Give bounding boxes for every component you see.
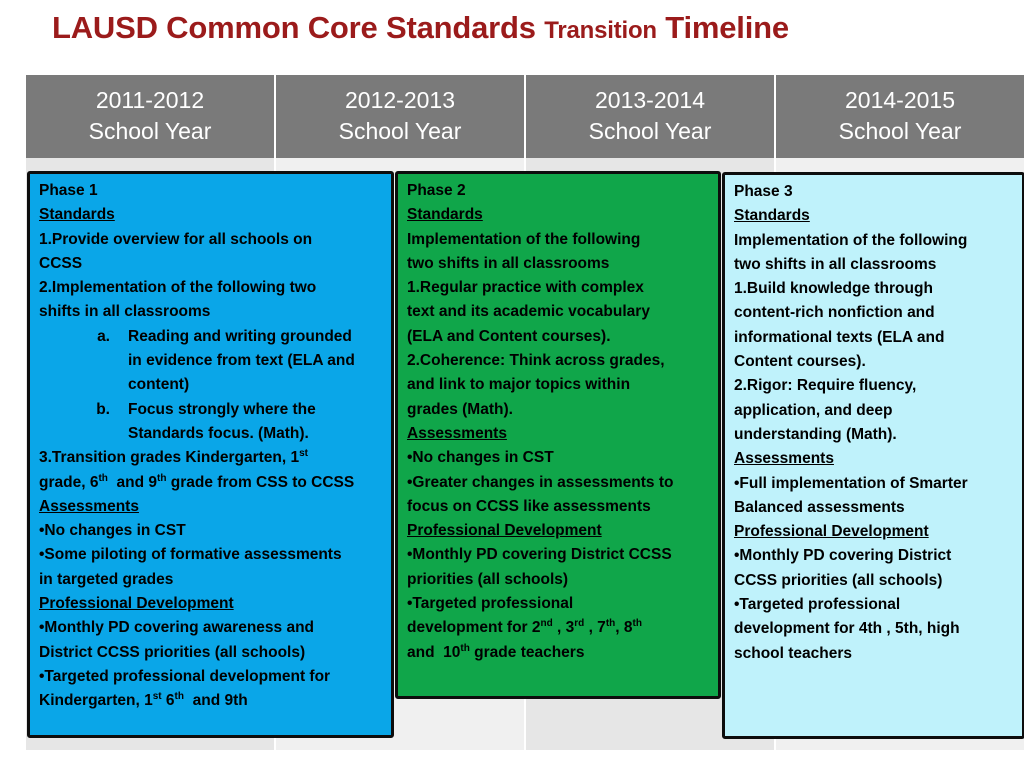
text-line: •Full implementation of Smarter — [734, 474, 968, 492]
year-label: 2013-2014 — [595, 87, 705, 113]
phase-heading: Phase 1 — [39, 182, 98, 199]
text-line — [407, 616, 710, 640]
text-fragment: grade from CSS to CCSS — [166, 473, 355, 491]
professional-development-label: Professional Development — [734, 523, 929, 541]
text-line: •No changes in CST — [39, 522, 186, 540]
sub-item-b — [39, 398, 383, 447]
school-year-label: School Year — [338, 118, 462, 144]
text-line: in targeted grades — [39, 570, 174, 588]
phase-3-box — [722, 172, 1024, 739]
text-line: 2.Coherence: Think across grades, — [407, 352, 665, 370]
text-line: 1.Regular practice with complex — [407, 279, 644, 297]
superscript: th — [632, 618, 642, 630]
text-fragment: development for 2 — [407, 619, 541, 637]
text-line: •Greater changes in assessments to — [407, 473, 674, 491]
text-line: content-rich nonfiction and — [734, 304, 935, 322]
text-line: Standards focus. (Math). — [128, 424, 309, 442]
professional-development-label: Professional Development — [39, 595, 234, 613]
text-line: development for 4th , 5th, high — [734, 620, 960, 638]
text-line: •Targeted professional — [407, 595, 574, 613]
text-line: school teachers — [734, 644, 853, 662]
text-line: Implementation of the following — [407, 230, 641, 248]
year-header-2013 — [524, 75, 774, 158]
text-line: focus on CCSS like assessments — [407, 497, 651, 515]
text-fragment: grade, 6 — [39, 473, 99, 491]
year-header-2011 — [26, 75, 274, 158]
text-line: two shifts in all classrooms — [407, 254, 610, 272]
text-line: content) — [128, 376, 190, 394]
text-fragment: Kindergarten, 1 — [39, 692, 153, 710]
sub-item-text — [128, 325, 355, 398]
text-line: Content courses). — [734, 353, 866, 371]
text-line — [39, 446, 383, 470]
text-line: •No changes in CST — [407, 449, 554, 467]
text-fragment: , 7 — [584, 619, 606, 637]
text-line: CCSS — [39, 254, 83, 272]
text-fragment: and 10 — [407, 643, 461, 661]
assessments-label: Assessments — [407, 424, 507, 442]
text-line: informational texts (ELA and — [734, 328, 945, 346]
title-end: Timeline — [665, 10, 789, 45]
title-main: LAUSD Common Core Standards — [52, 10, 536, 45]
sub-item-a — [39, 325, 383, 398]
text-line: •Targeted professional development for — [39, 667, 331, 685]
superscript: nd — [540, 618, 553, 630]
text-line — [407, 641, 710, 665]
text-line: shifts in all classrooms — [39, 303, 211, 321]
text-line: 2.Rigor: Require fluency, — [734, 377, 917, 395]
text-line: in evidence from text (ELA and — [128, 352, 355, 370]
assessments-label: Assessments — [734, 450, 834, 468]
text-line: 1.Provide overview for all schools on — [39, 230, 313, 248]
year-label: 2014-2015 — [845, 87, 955, 113]
text-line: priorities (all schools) — [407, 570, 569, 588]
text-line: understanding (Math). — [734, 425, 897, 443]
text-line: grades (Math). — [407, 400, 513, 418]
list-marker: a. — [97, 327, 110, 345]
text-line: Implementation of the following — [734, 231, 968, 249]
text-line: 2.Implementation of the following two — [39, 279, 317, 297]
text-fragment: grade teachers — [469, 643, 585, 661]
text-line: Reading and writing grounded — [128, 327, 352, 345]
text-line: •Monthly PD covering District — [734, 547, 952, 565]
text-line — [39, 471, 383, 495]
superscript: st — [299, 448, 309, 460]
phase-heading: Phase 2 — [407, 182, 466, 199]
professional-development-label: Professional Development — [407, 522, 602, 540]
standards-label: Standards — [407, 206, 483, 224]
text-line: •Some piloting of formative assessments — [39, 546, 342, 564]
phase-heading: Phase 3 — [734, 183, 793, 200]
superscript: rd — [574, 618, 585, 630]
superscript: th — [98, 472, 108, 484]
text-line: •Monthly PD covering District CCSS — [407, 546, 672, 564]
superscript: th — [174, 691, 184, 703]
text-line: CCSS priorities (all schools) — [734, 571, 943, 589]
assessments-label: Assessments — [39, 497, 139, 515]
year-header-row — [26, 75, 1024, 158]
title-transition: Transition — [544, 17, 657, 44]
year-label: 2012-2013 — [345, 87, 455, 113]
text-line — [39, 689, 383, 713]
text-line: two shifts in all classrooms — [734, 255, 937, 273]
text-line: (ELA and Content courses). — [407, 327, 611, 345]
list-marker: b. — [96, 400, 110, 418]
text-line: Focus strongly where the — [128, 400, 316, 418]
text-line: text and its academic vocabulary — [407, 303, 650, 321]
text-line: Balanced assessments — [734, 498, 905, 516]
school-year-label: School Year — [838, 118, 962, 144]
year-header-2014 — [774, 75, 1024, 158]
phase-1-box — [27, 171, 394, 738]
standards-label: Standards — [734, 207, 810, 225]
school-year-label: School Year — [588, 118, 712, 144]
superscript: th — [157, 472, 167, 484]
text-fragment: , 3 — [552, 619, 575, 637]
text-line: •Targeted professional — [734, 596, 901, 614]
text-line: application, and deep — [734, 401, 893, 419]
sub-item-text — [128, 398, 316, 447]
superscript: st — [152, 691, 162, 703]
text-line: 1.Build knowledge through — [734, 280, 933, 298]
page-title — [52, 10, 789, 46]
text-fragment: , 8 — [615, 619, 633, 637]
text-line: and link to major topics within — [407, 376, 631, 394]
standards-label: Standards — [39, 206, 115, 224]
phase-2-box — [395, 171, 721, 699]
year-label: 2011-2012 — [95, 87, 205, 113]
school-year-label: School Year — [88, 118, 212, 144]
text-fragment: and 9 — [107, 473, 158, 491]
text-fragment: and 9th — [184, 692, 248, 710]
year-header-2012 — [274, 75, 524, 158]
superscript: th — [460, 642, 470, 654]
text-fragment: 3.Transition grades Kindergarten, 1 — [39, 449, 300, 467]
text-line: •Monthly PD covering awareness and — [39, 619, 315, 637]
superscript: th — [605, 618, 616, 630]
text-line: District CCSS priorities (all schools) — [39, 643, 306, 661]
text-fragment: 6 — [161, 692, 175, 710]
